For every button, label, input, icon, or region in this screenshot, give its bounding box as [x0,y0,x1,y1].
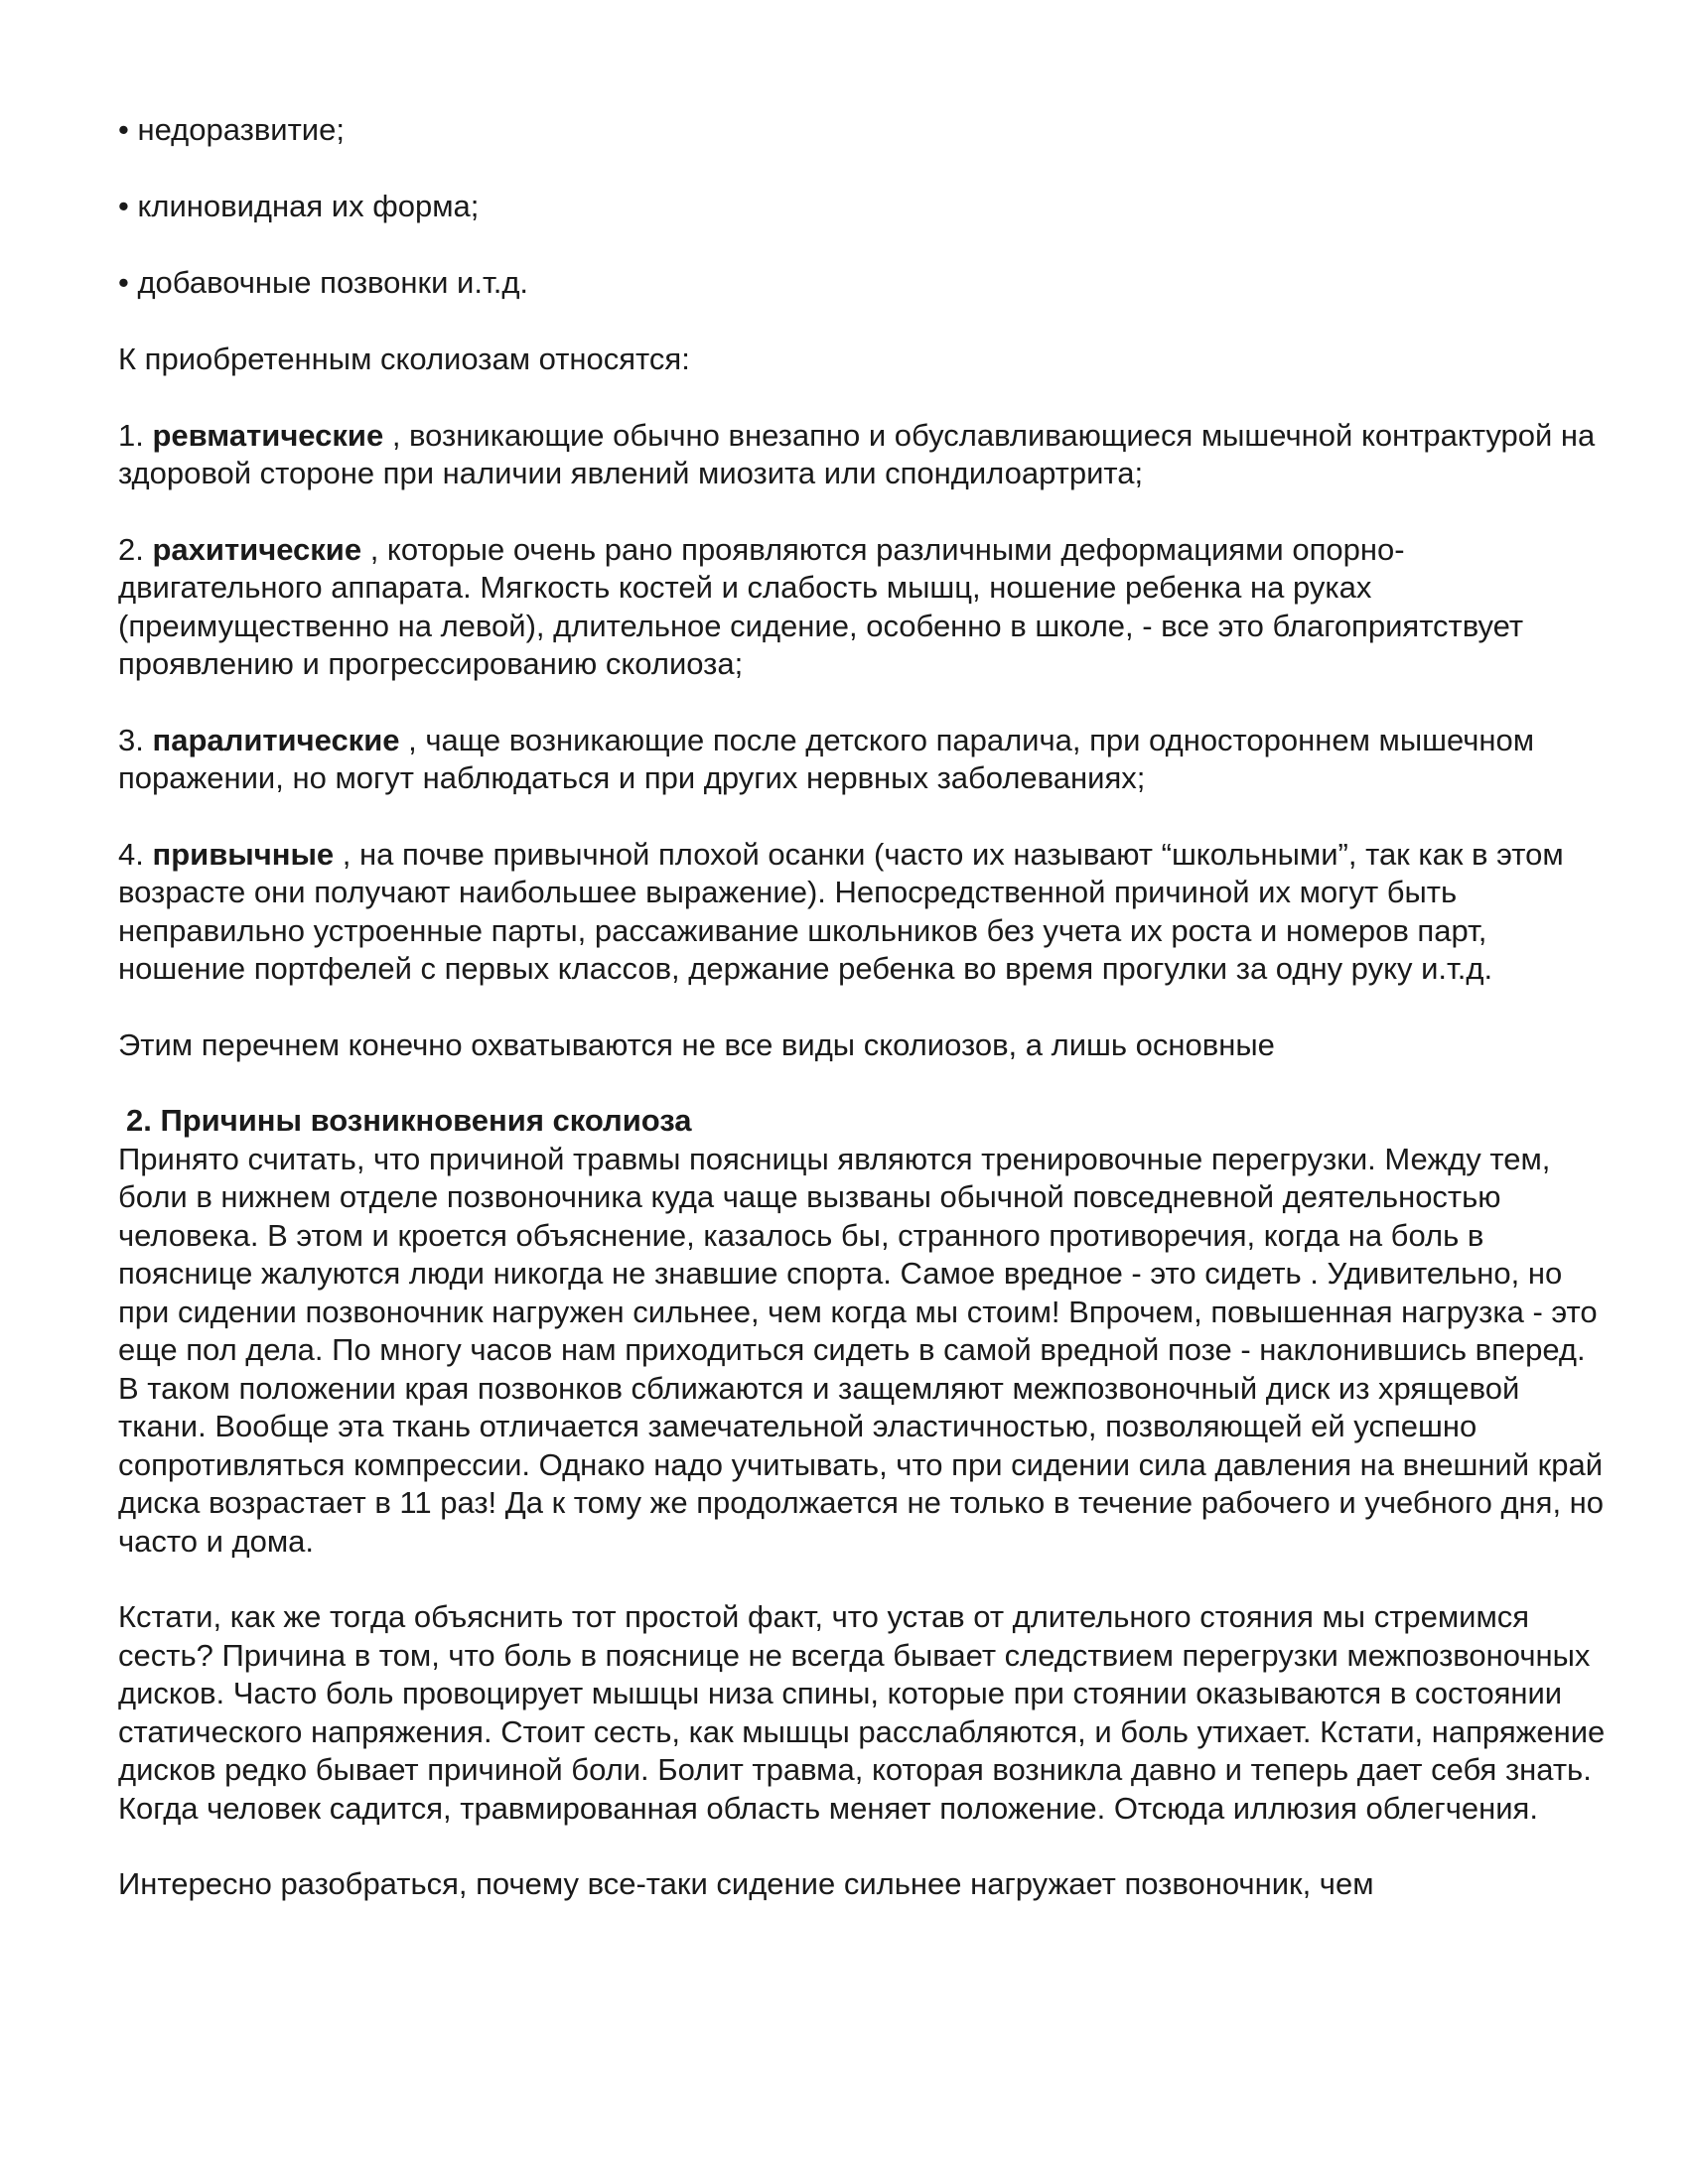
bullet-item: • добавочные позвонки и.т.д. [118,265,529,300]
type-term: ревматические [152,417,384,453]
type-text: , на почве привычной плохой осанки (часто их называют “школьными”, так как в этом возрасте они получают наибольшее выражение). Непосредственной причиной их могут быть неправильно устроенные парты, рассаживание школьников без учета их роста и номеров парт, ношение портфелей с первых классов, держание ребенка во время прогулки за одну руку и.т.д. [118,836,1564,986]
document-page [118,111,1608,1904]
type-text: , которые очень рано проявляются различными деформациями опорно-двигательного аппарата. Мягкость костей и слабость мышц, ношение ребенка на руках (преимущественно на левой), длительное сидение, особенно в школе, - все это благоприятствует проявлению и прогрессированию сколиоза; [118,531,1524,681]
acquired-intro: К приобретенным сколиозам относятся: [118,341,690,376]
type-item-habitual [118,836,1608,989]
type-number: 2. [118,531,144,567]
type-term: рахитические [152,531,362,567]
type-item-rachitic [118,531,1608,684]
type-item-rheumatic [118,417,1608,493]
type-number: 4. [118,836,144,872]
type-term: привычные [152,836,335,872]
type-term: паралитические [152,722,400,757]
type-text: , чаще возникающие после детского паралича, при одностороннем мышечном поражении, но могут наблюдаться и при других нервных заболеваниях; [118,722,1535,795]
body-paragraph: Кстати, как же тогда объяснить тот простой факт, что устав от длительного стояния мы стремимся сесть? Причина в том, что боль в пояснице не всегда бывает следствием перегрузки межпозвоночных дисков. Часто боль провоцирует мышцы низа спины, которые при стоянии оказываются в состоянии статического напряжения. Стоит сесть, как мышцы расслабляются, и боль утихает. Кстати, напряжение дисков редко бывает причиной боли. Болит травма, которая возникла давно и теперь дает себя знать. Когда человек садится, травмированная область меняет положение. Отсюда иллюзия облегчения. [118,1599,1606,1826]
type-item-paralytic [118,722,1608,798]
summary-paragraph: Этим перечнем конечно охватываются не все виды сколиозов, а лишь основные [118,1026,1275,1062]
type-text: , возникающие обычно внезапно и обуславливающиеся мышечной контрактурой на здоровой стороне при наличии явлений миозита или спондилоартрита; [118,417,1596,490]
body-paragraph: Интересно разобраться, почему все-таки сидение сильнее нагружает позвоночник, чем [118,1866,1374,1901]
section-heading: 2. Причины возникновения сколиоза [126,1103,692,1138]
body-paragraph: Принято считать, что причиной травмы поясницы являются тренировочные перегрузки. Между тем, боли в нижнем отделе позвоночника куда чаще вызваны обычной повседневной деятельностью человека. В этом и кроется объяснение, казалось бы, странного противоречия, когда на боль в пояснице жалуются люди никогда не знавшие спорта. Самое вредное - это сидеть . Удивительно, но при сидении позвоночник нагружен сильнее, чем когда мы стоим! Впрочем, повышенная нагрузка - это еще пол дела. По многу часов нам приходиться сидеть в самой вредной позе - наклонившись вперед. В таком положении края позвонков сближаются и защемляют межпозвоночный диск из хрящевой ткани. Вообще эта ткань отличается замечательной эластичностью, позволяющей ей успешно сопротивляться компрессии. Однако надо учитывать, что при сидении сила давления на внешний край диска возрастает в 11 раз! Да к тому же продолжается не только в течение рабочего и учебного дня, но часто и дома. [118,1141,1605,1559]
type-number: 3. [118,722,144,757]
type-number: 1. [118,417,144,453]
bullet-item: • клиновидная их форма; [118,189,480,223]
bullet-item: • недоразвитие; [118,112,345,147]
